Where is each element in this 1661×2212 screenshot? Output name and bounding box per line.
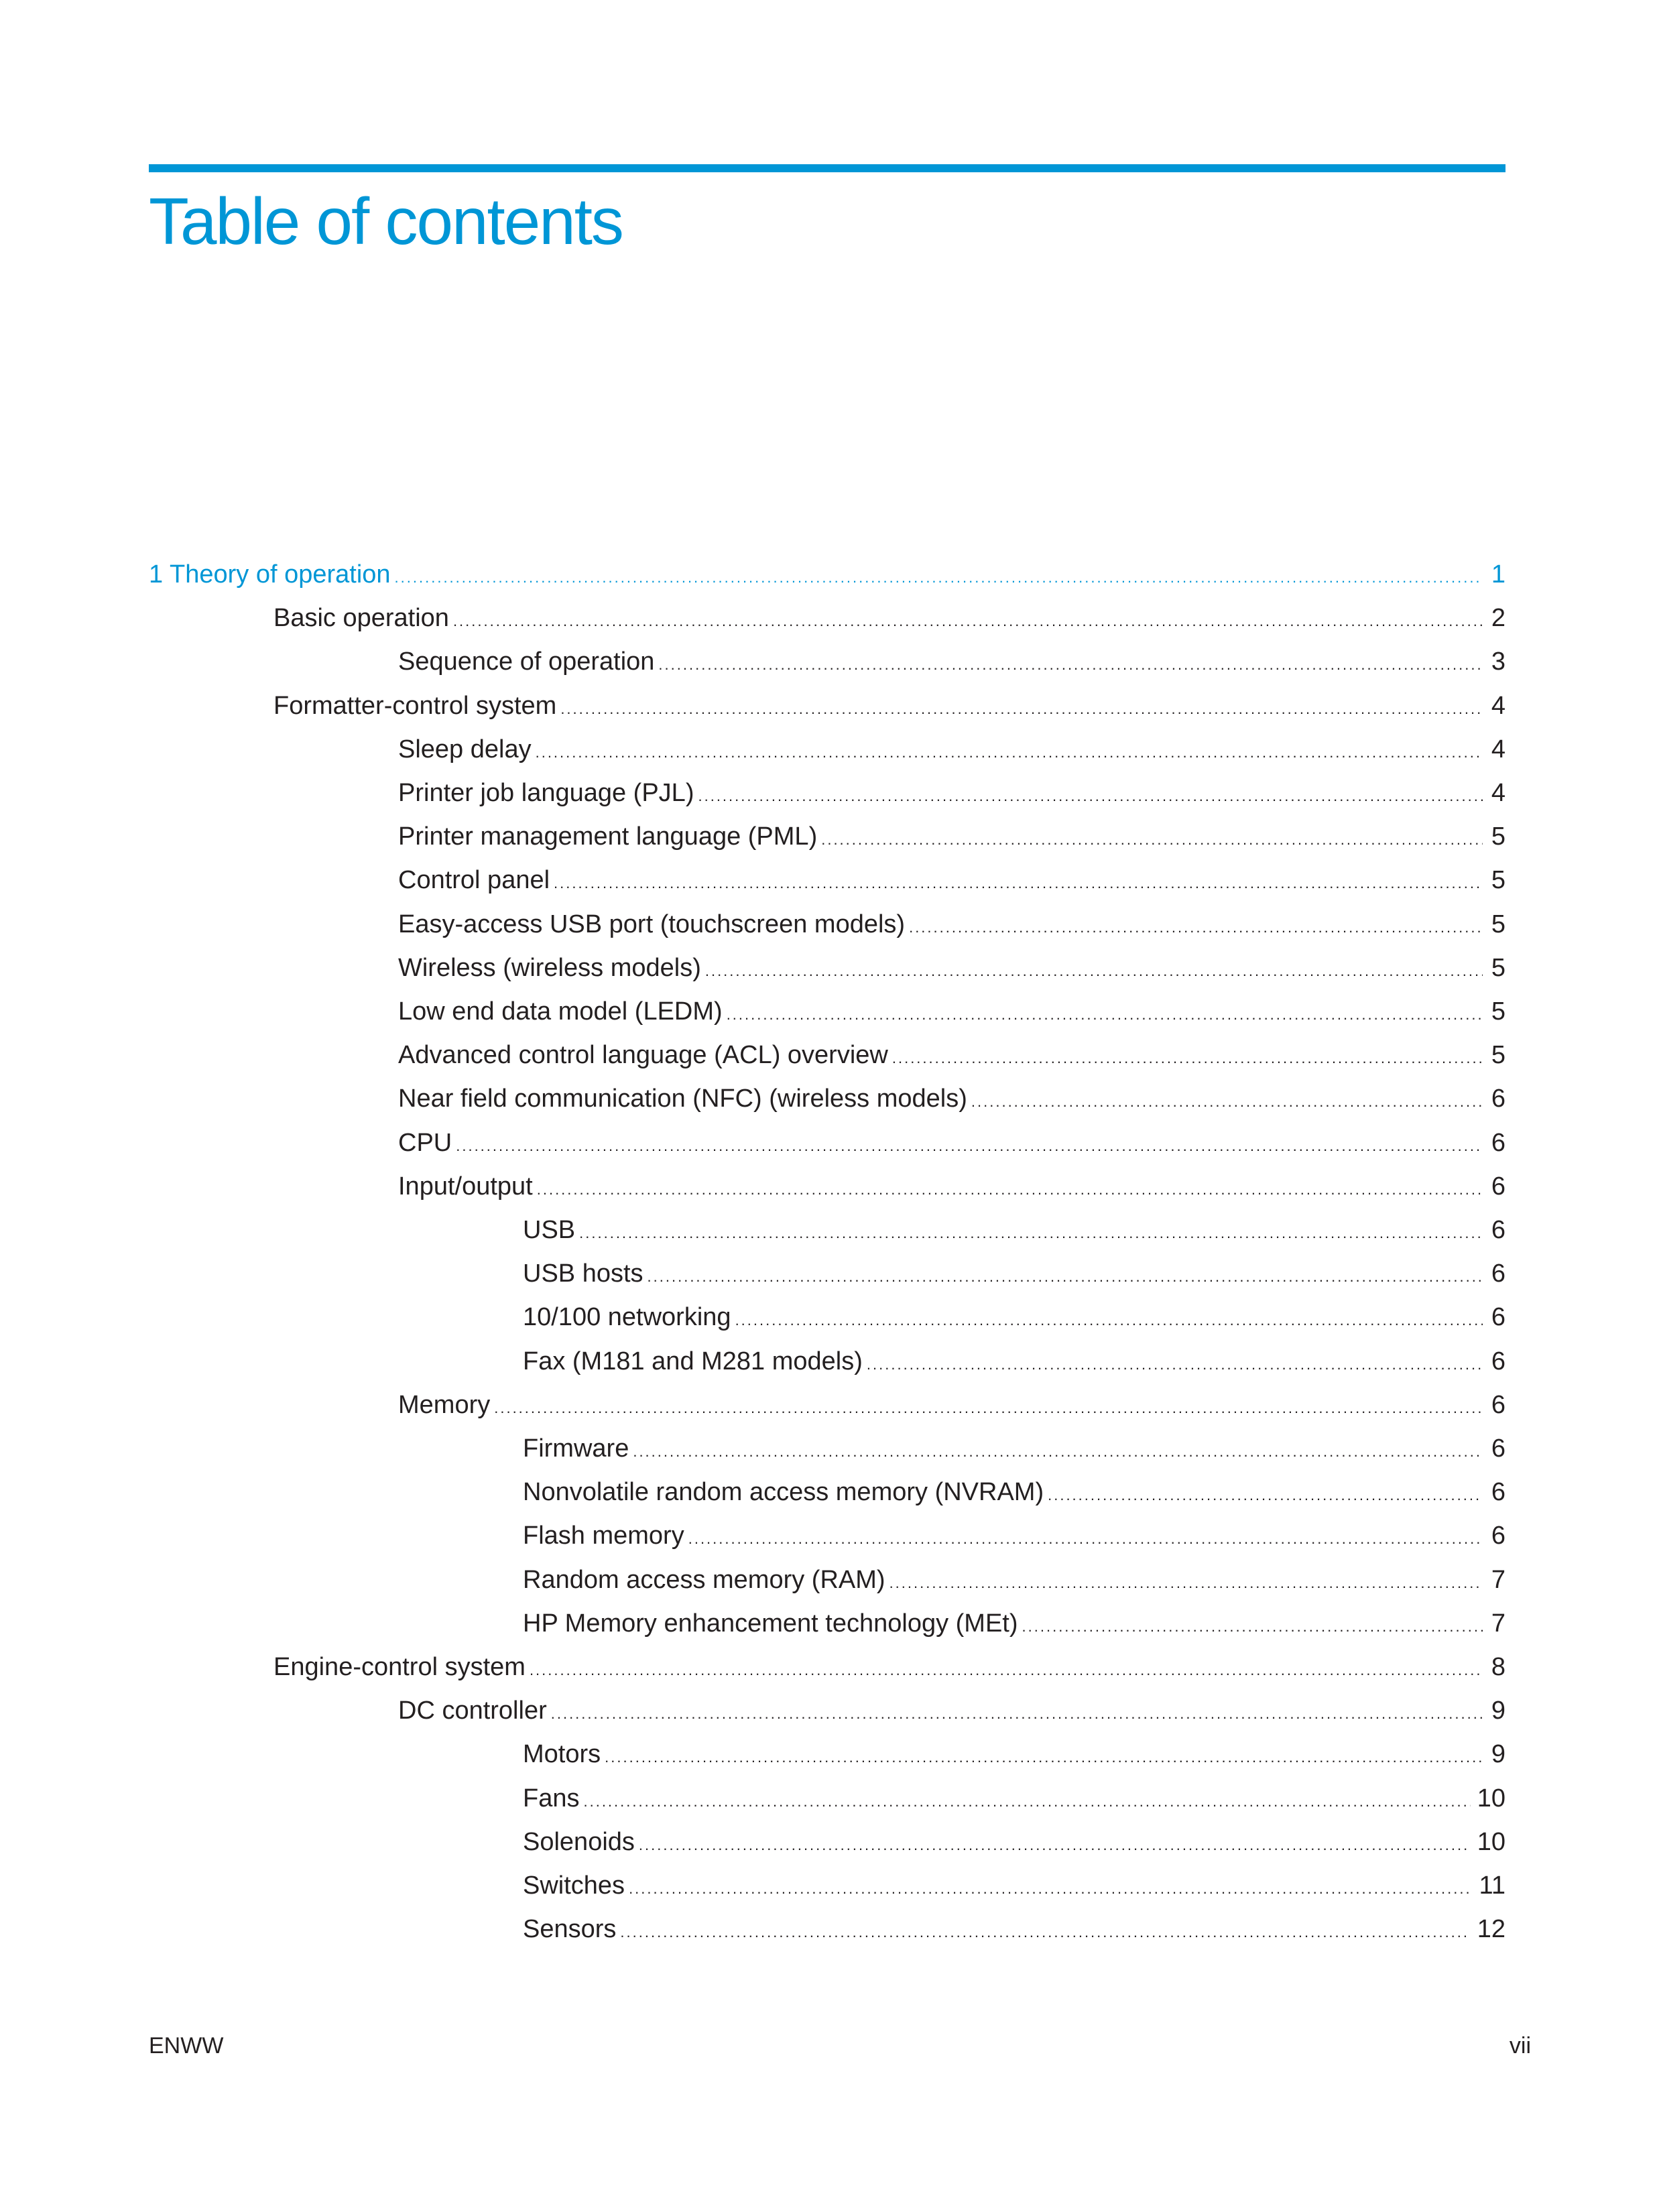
dot-leader — [648, 1260, 1483, 1294]
toc-entry[interactable] — [523, 1782, 1505, 1815]
toc-entry-page: 1 — [1491, 560, 1505, 589]
toc-entry-label: Near field communication (NFC) (wireless models) — [398, 1085, 967, 1113]
toc-entry-label: 10/100 networking — [523, 1303, 731, 1331]
dot-leader — [629, 1872, 1472, 1906]
toc-chapter-entry[interactable] — [149, 558, 1505, 591]
toc-entry-page: 6 — [1491, 1216, 1505, 1244]
toc-entry[interactable] — [398, 733, 1505, 766]
toc-entry-page: 6 — [1491, 1085, 1505, 1113]
dot-leader — [892, 1042, 1483, 1075]
toc-entry-label: Low end data model (LEDM) — [398, 997, 723, 1026]
toc-entry-page: 7 — [1491, 1609, 1505, 1638]
toc-entry-page: 9 — [1491, 1740, 1505, 1768]
toc-entry[interactable] — [398, 1126, 1505, 1160]
toc-entry-label: Fax (M181 and M281 models) — [523, 1347, 863, 1375]
toc-entry-page: 6 — [1491, 1391, 1505, 1419]
dot-leader — [605, 1741, 1483, 1774]
toc-entry-label: Sensors — [523, 1915, 617, 1943]
dot-leader — [551, 1697, 1483, 1731]
toc-entry[interactable] — [523, 1825, 1505, 1859]
toc-entry[interactable] — [398, 820, 1505, 853]
toc-entry-page: 5 — [1491, 997, 1505, 1026]
toc-entry-label: Nonvolatile random access memory (NVRAM) — [523, 1478, 1044, 1506]
toc-entry[interactable] — [523, 1563, 1505, 1597]
toc-entry[interactable] — [523, 1213, 1505, 1247]
toc-entry-label: Formatter-control system — [273, 692, 557, 720]
toc-entry-label: Memory — [398, 1391, 491, 1419]
toc-entry-page: 5 — [1491, 822, 1505, 851]
toc-entry-page: 5 — [1491, 1041, 1505, 1069]
toc-entry[interactable] — [273, 689, 1505, 723]
toc-entry-page: 6 — [1491, 1303, 1505, 1331]
toc-entry-page: 4 — [1491, 735, 1505, 763]
toc-entry-page: 2 — [1491, 604, 1505, 632]
toc-entry-label: Fans — [523, 1784, 580, 1812]
dot-leader — [560, 692, 1483, 726]
toc-entry[interactable] — [523, 1869, 1505, 1902]
toc-entry[interactable] — [398, 1694, 1505, 1727]
toc-entry-page: 9 — [1491, 1697, 1505, 1725]
toc-entry-label: Printer management language (PML) — [398, 822, 818, 851]
toc-entry-label: USB — [523, 1216, 576, 1244]
dot-leader — [536, 736, 1483, 770]
toc-entry-page: 6 — [1491, 1434, 1505, 1463]
dot-leader — [909, 911, 1483, 944]
dot-leader — [395, 561, 1483, 595]
toc-entry-page: 6 — [1491, 1129, 1505, 1157]
toc-entry-page: 4 — [1491, 692, 1505, 720]
toc-entry[interactable] — [523, 1737, 1505, 1771]
toc-entry-label: Sleep delay — [398, 735, 532, 763]
dot-leader — [494, 1392, 1483, 1425]
toc-entry[interactable] — [398, 863, 1505, 897]
dot-leader — [867, 1348, 1483, 1381]
dot-leader — [821, 823, 1483, 857]
dot-leader — [698, 780, 1483, 813]
footer-page-number: vii — [1509, 2033, 1531, 2059]
dot-leader — [639, 1829, 1471, 1862]
toc-entry[interactable] — [398, 1038, 1505, 1072]
toc-entry-label: CPU — [398, 1129, 452, 1157]
dot-leader — [688, 1522, 1483, 1556]
toc-entry-label: HP Memory enhancement technology (MEt) — [523, 1609, 1018, 1638]
dot-leader — [735, 1304, 1483, 1337]
toc-entry[interactable] — [398, 1170, 1505, 1203]
toc-entry-page: 10 — [1477, 1784, 1505, 1812]
toc-entry-label: Firmware — [523, 1434, 629, 1463]
toc-entry-page: 5 — [1491, 910, 1505, 938]
toc-entry-page: 8 — [1491, 1653, 1505, 1681]
toc-entry-label: Solenoids — [523, 1828, 635, 1856]
toc-entry-page: 6 — [1491, 1172, 1505, 1201]
toc-entry-page: 6 — [1491, 1259, 1505, 1288]
toc-entry-label: Basic operation — [273, 604, 449, 632]
toc-entry-page: 5 — [1491, 954, 1505, 982]
toc-entry[interactable] — [273, 601, 1505, 635]
toc-entry-label: Easy-access USB port (touchscreen models) — [398, 910, 906, 938]
dot-leader — [658, 648, 1483, 682]
toc-entry-label: Input/output — [398, 1172, 533, 1201]
toc-entry[interactable] — [398, 908, 1505, 941]
toc-entry[interactable] — [398, 1388, 1505, 1422]
toc-entry-page: 7 — [1491, 1566, 1505, 1594]
dot-leader — [1022, 1610, 1483, 1644]
toc-entry[interactable] — [398, 1082, 1505, 1115]
toc-entry-label: Switches — [523, 1871, 625, 1900]
toc-entry[interactable] — [523, 1345, 1505, 1378]
toc-entry[interactable] — [398, 995, 1505, 1028]
toc-entry[interactable] — [273, 1650, 1505, 1684]
toc-entry-label: Control panel — [398, 866, 550, 894]
toc-entry-label: Wireless (wireless models) — [398, 954, 701, 982]
toc-entry[interactable] — [523, 1300, 1505, 1334]
toc-entry-label: Sequence of operation — [398, 648, 655, 676]
toc-entry[interactable] — [523, 1257, 1505, 1290]
toc-entry-page: 10 — [1477, 1828, 1505, 1856]
toc-entry[interactable] — [523, 1519, 1505, 1552]
dot-leader — [453, 605, 1483, 638]
toc-entry-page: 5 — [1491, 866, 1505, 894]
dot-leader — [583, 1785, 1470, 1819]
toc-entry-label: Flash memory — [523, 1522, 684, 1550]
toc-entry-page: 6 — [1491, 1347, 1505, 1375]
toc-entry-page: 3 — [1491, 648, 1505, 676]
toc-entry-page: 4 — [1491, 779, 1505, 807]
toc-entry[interactable] — [523, 1475, 1505, 1509]
toc-entry[interactable] — [398, 951, 1505, 985]
dot-leader — [1048, 1479, 1483, 1512]
dot-leader — [971, 1085, 1483, 1119]
footer-left-label: ENWW — [149, 2033, 224, 2059]
toc-entry[interactable] — [523, 1912, 1505, 1946]
toc-entry[interactable] — [398, 776, 1505, 810]
toc-entry-label: 1 Theory of operation — [149, 560, 391, 589]
toc-entry[interactable] — [523, 1607, 1505, 1640]
toc-entry-page: 11 — [1479, 1871, 1505, 1900]
toc-entry-label: Advanced control language (ACL) overview — [398, 1041, 888, 1069]
dot-leader — [537, 1173, 1483, 1207]
page-title: Table of contents — [149, 184, 623, 258]
dot-leader — [554, 867, 1483, 900]
toc-entry-label: Engine-control system — [273, 1653, 526, 1681]
toc-entry-page: 6 — [1491, 1522, 1505, 1550]
toc-entry[interactable] — [523, 1432, 1505, 1465]
dot-leader — [727, 998, 1483, 1032]
dot-leader — [620, 1916, 1470, 1949]
toc-entry-label: DC controller — [398, 1697, 547, 1725]
dot-leader — [579, 1217, 1483, 1250]
toc-entry-page: 6 — [1491, 1478, 1505, 1506]
toc-entry-label: Motors — [523, 1740, 601, 1768]
dot-leader — [705, 955, 1483, 988]
toc-entry[interactable] — [398, 645, 1505, 678]
toc-entry-label: Printer job language (PJL) — [398, 779, 694, 807]
dot-leader — [889, 1566, 1483, 1600]
dot-leader — [633, 1435, 1483, 1469]
dot-leader — [530, 1654, 1483, 1687]
dot-leader — [456, 1129, 1483, 1163]
toc-entry-label: USB hosts — [523, 1259, 643, 1288]
toc-entry-page: 12 — [1477, 1915, 1505, 1943]
toc-entry-label: Random access memory (RAM) — [523, 1566, 885, 1594]
